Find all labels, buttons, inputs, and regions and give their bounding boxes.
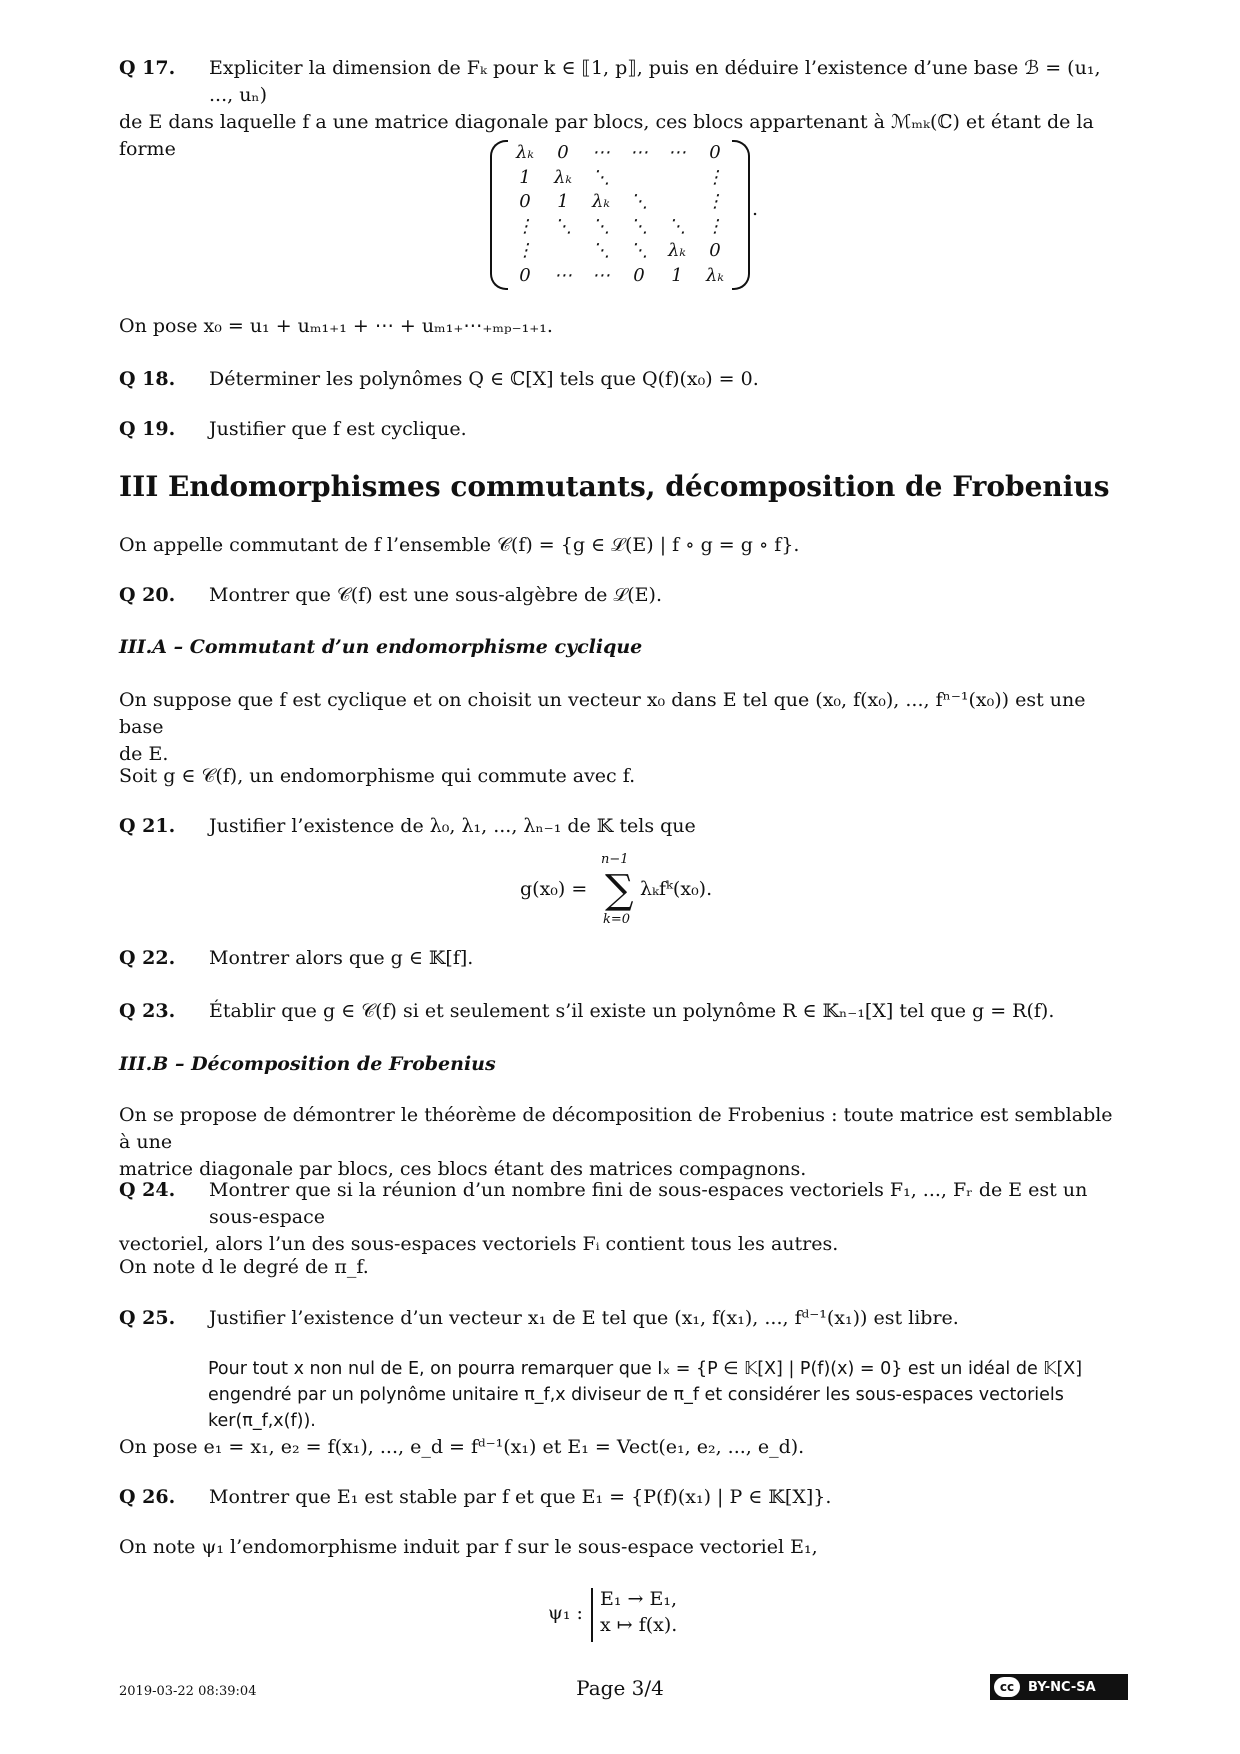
note-d: On note d le degré de π_f. — [119, 1256, 369, 1278]
hint-line: engendré par un polynôme unitaire π_f,x diviseur de π_f et considérer les sous-espaces vectoriels ker(π_f,x(f)). — [208, 1385, 1064, 1431]
question-text: Justifier que f est cyclique. — [209, 418, 467, 440]
question-21 — [119, 813, 1129, 840]
matrix-cell: λₖ — [706, 264, 724, 286]
matrix-cell: ⋱ — [630, 240, 648, 261]
question-text: Montrer que si la réunion d’un nombre fini de sous-espaces vectoriels F₁, ..., Fᵣ de E est un sous-espace — [209, 1179, 1088, 1228]
matrix-cell: ⋯ — [592, 264, 610, 286]
matrix-period: . — [752, 198, 759, 220]
question-text: Établir que g ∈ 𝒞(f) si et seulement s’il existe un polynôme R ∈ 𝕂ₙ₋₁[X] tel que g = R(f). — [209, 1000, 1055, 1022]
matrix-cell: 0 — [519, 191, 531, 212]
pose-x0: On pose x₀ = u₁ + uₘ₁₊₁ + ⋯ + uₘ₁₊⋯₊ₘₚ₋₁₊₁. — [119, 315, 553, 337]
commutant-definition: On appelle commutant de f l’ensemble 𝒞(f) = {g ∈ ℒ(E) | f ∘ g = g ∘ f}. — [119, 534, 800, 556]
question-text: Montrer alors que g ∈ 𝕂[f]. — [209, 947, 474, 969]
jordan-block-matrix — [490, 140, 750, 288]
matrix-cell: λₖ — [592, 191, 610, 212]
matrix-cell — [658, 191, 696, 216]
question-24 — [119, 1177, 1129, 1258]
matrix-grid — [506, 142, 734, 289]
matrix-cell: ⋱ — [592, 215, 610, 237]
matrix-cell: ⋱ — [630, 215, 648, 237]
soit-g: Soit g ∈ 𝒞(f), un endomorphisme qui commute avec f. — [119, 765, 636, 787]
question-22 — [119, 945, 1129, 972]
matrix-cell: ⋯ — [630, 142, 648, 163]
matrix-cell: ⋱ — [630, 191, 648, 212]
license-text: BY-NC-SA — [1028, 1679, 1096, 1695]
matrix-cell: 1 — [671, 264, 683, 286]
footer-page-number: Page 3/4 — [576, 1676, 664, 1700]
matrix-cell: ⋱ — [554, 215, 572, 237]
sum-rhs: λₖfᵏ(x₀). — [640, 878, 713, 900]
question-label: Q 20. — [119, 584, 176, 606]
question-23 — [119, 998, 1129, 1025]
cc-license-badge — [990, 1674, 1128, 1700]
sum-lower-bound: k=0 — [603, 912, 631, 927]
question-text-continued: vectoriel, alors l’un des sous-espaces vectoriels Fᵢ contient tous les autres. — [119, 1233, 839, 1255]
note-psi: On note ψ₁ l’endomorphisme induit par f sur le sous-espace vectoriel E₁, — [119, 1536, 818, 1558]
question-text: Déterminer les polynômes Q ∈ ℂ[X] tels que Q(f)(x₀) = 0. — [209, 368, 759, 390]
suppose-paragraph — [119, 687, 1129, 768]
question-text: Montrer que E₁ est stable par f et que E₁ = {P(f)(x₁) | P ∈ 𝕂[X]}. — [209, 1486, 832, 1508]
question-text-continued: de E dans laquelle f a une matrice diagonale par blocs, ces blocs appartenant à ℳₘₖ(ℂ) et étant de la forme — [119, 111, 1094, 160]
sum-upper-bound: n−1 — [601, 852, 629, 867]
question-label: Q 26. — [119, 1486, 176, 1508]
matrix-cell: ⋯ — [592, 142, 610, 163]
matrix-cell: ⋮ — [706, 215, 724, 237]
matrix-cell: ⋱ — [668, 215, 686, 237]
question-20 — [119, 582, 1129, 609]
matrix-cell: ⋯ — [668, 142, 686, 163]
question-26 — [119, 1484, 1129, 1511]
matrix-cell: 1 — [519, 166, 531, 188]
question-label: Q 17. — [119, 57, 176, 79]
matrix-cell: 0 — [557, 142, 569, 163]
question-label: Q 19. — [119, 418, 176, 440]
question-label: Q 23. — [119, 1000, 176, 1022]
hint-box — [208, 1356, 1128, 1434]
matrix-cell: 0 — [519, 264, 531, 286]
question-label: Q 22. — [119, 947, 176, 969]
cc-logo-icon: cc — [994, 1677, 1020, 1697]
question-19 — [119, 416, 1129, 443]
subsection-title: III.A – Commutant d’un endomorphisme cyclique — [119, 636, 643, 658]
matrix-cell — [544, 240, 582, 265]
matrix-cell: λₖ — [554, 166, 572, 188]
sigma-symbol: ∑ — [605, 867, 634, 913]
psi-line-2: x ↦ f(x). — [600, 1614, 678, 1636]
matrix-cell: ⋮ — [516, 240, 534, 261]
paragraph-line: matrice diagonale par blocs, ces blocs étant des matrices compagnons. — [119, 1158, 807, 1180]
hint-line: Pour tout x non nul de E, on pourra remarquer que Iₓ = {P ∈ 𝕂[X] | P(f)(x) = 0} est un idéal de 𝕂[X] — [208, 1359, 1083, 1379]
matrix-cell: λₖ — [668, 240, 686, 261]
matrix-cell: ⋮ — [516, 215, 534, 237]
paragraph-line: On suppose que f est cyclique et on choisit un vecteur x₀ dans E tel que (x₀, f(x₀), ..., fⁿ⁻¹(x₀)) est une base — [119, 689, 1086, 738]
matrix-cell: 0 — [633, 264, 645, 286]
sum-equation — [0, 852, 1240, 928]
question-text: Justifier l’existence d’un vecteur x₁ de E tel que (x₁, f(x₁), ..., fᵈ⁻¹(x₁)) est libre. — [209, 1307, 959, 1329]
question-text: Montrer que 𝒞(f) est une sous-algèbre de ℒ(E). — [209, 584, 663, 606]
matrix-cell: ⋯ — [554, 264, 572, 286]
matrix-cell — [658, 167, 696, 192]
subsection-title: III.B – Décomposition de Frobenius — [119, 1053, 496, 1075]
matrix-cell: ⋮ — [706, 166, 724, 188]
psi-line-1: E₁ → E₁, — [600, 1588, 678, 1610]
question-label: Q 24. — [119, 1179, 176, 1201]
psi-bar — [591, 1588, 593, 1642]
pose-e: On pose e₁ = x₁, e₂ = f(x₁), ..., e_d = fᵈ⁻¹(x₁) et E₁ = Vect(e₁, e₂, ..., e_d). — [119, 1436, 805, 1458]
paragraph-line: de E. — [119, 743, 169, 765]
psi-definition — [548, 1586, 748, 1646]
question-text: Justifier l’existence de λ₀, λ₁, ..., λₙ₋₁ de 𝕂 tels que — [209, 815, 696, 837]
matrix-cell: λₖ — [516, 142, 534, 163]
question-25 — [119, 1305, 1129, 1332]
matrix-cell: 0 — [709, 142, 721, 163]
matrix-cell: 0 — [709, 240, 721, 261]
question-label: Q 18. — [119, 368, 176, 390]
question-18 — [119, 366, 1129, 393]
psi-label: ψ₁ : — [548, 1602, 583, 1624]
question-label: Q 21. — [119, 815, 176, 837]
frobenius-intro — [119, 1102, 1129, 1183]
paragraph-line: On se propose de démontrer le théorème de décomposition de Frobenius : toute matrice est semblable à une — [119, 1104, 1113, 1153]
matrix-cell: ⋱ — [592, 166, 610, 188]
matrix-cell: ⋱ — [592, 240, 610, 261]
section-title: III Endomorphismes commutants, décomposition de Frobenius — [119, 470, 1110, 503]
matrix-cell — [620, 167, 658, 192]
question-text: Expliciter la dimension de Fₖ pour k ∈ ⟦1, p⟧, puis en déduire l’existence d’une base ℬ = (u₁, ..., uₙ) — [209, 57, 1101, 106]
question-label: Q 25. — [119, 1307, 176, 1329]
sum-lhs: g(x₀) = — [520, 878, 588, 900]
matrix-cell: 1 — [557, 191, 569, 212]
right-parenthesis — [732, 140, 750, 290]
matrix-cell: ⋮ — [706, 191, 724, 212]
footer-timestamp: 2019-03-22 08:39:04 — [119, 1684, 257, 1699]
